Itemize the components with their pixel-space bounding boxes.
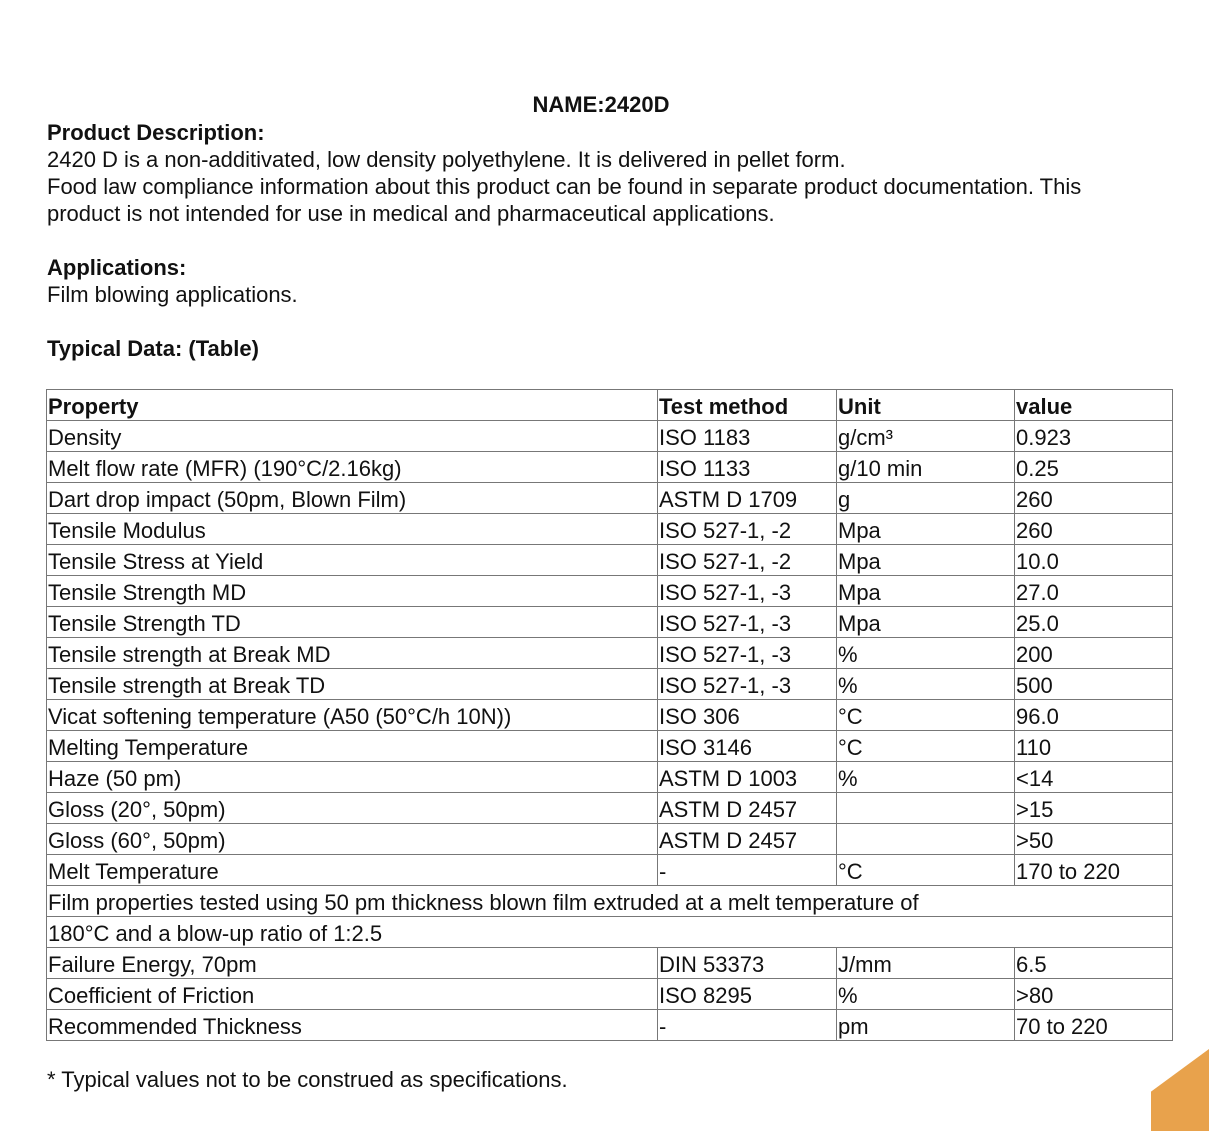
- cell-unit: pm: [837, 1010, 1015, 1041]
- table-row: [47, 421, 1173, 452]
- column-header-value: value: [1015, 390, 1173, 421]
- table-header-row: [47, 390, 1173, 421]
- product-description-line: 2420 D is a non-additivated, low density polyethylene. It is delivered in pellet form.: [47, 147, 846, 172]
- table-row: [47, 669, 1173, 700]
- product-description-line: product is not intended for use in medical and pharmaceutical applications.: [47, 201, 775, 226]
- cell-value: <14: [1015, 762, 1173, 793]
- table-row: [47, 762, 1173, 793]
- cell-value: 260: [1015, 514, 1173, 545]
- cell-test-method: ISO 527-1, -3: [658, 638, 837, 669]
- cell-unit: Mpa: [837, 514, 1015, 545]
- cell-value: >15: [1015, 793, 1173, 824]
- cell-property: Haze (50 pm): [47, 762, 658, 793]
- cell-value: >80: [1015, 979, 1173, 1010]
- table-row: [47, 700, 1173, 731]
- cell-unit: %: [837, 979, 1015, 1010]
- cell-test-method: ISO 527-1, -3: [658, 576, 837, 607]
- cell-property: Density: [47, 421, 658, 452]
- cell-unit: %: [837, 638, 1015, 669]
- cell-property: Melt Temperature: [47, 855, 658, 886]
- cell-value: 6.5: [1015, 948, 1173, 979]
- cell-unit: °C: [837, 700, 1015, 731]
- cell-value: 170 to 220: [1015, 855, 1173, 886]
- cell-test-method: ISO 527-1, -3: [658, 669, 837, 700]
- cell-test-method: ISO 527-1, -2: [658, 514, 837, 545]
- cell-property: Tensile strength at Break MD: [47, 638, 658, 669]
- cell-test-method: ISO 1183: [658, 421, 837, 452]
- cell-property: Tensile strength at Break TD: [47, 669, 658, 700]
- cell-test-method: ASTM D 2457: [658, 824, 837, 855]
- typical-data-table: [46, 389, 1173, 1041]
- cell-property: Recommended Thickness: [47, 1010, 658, 1041]
- cell-property: Gloss (20°, 50pm): [47, 793, 658, 824]
- applications-heading: Applications:: [47, 255, 187, 280]
- cell-unit: Mpa: [837, 545, 1015, 576]
- cell-test-method: ISO 3146: [658, 731, 837, 762]
- table-row: [47, 979, 1173, 1010]
- cell-test-method: DIN 53373: [658, 948, 837, 979]
- cell-value: 0.923: [1015, 421, 1173, 452]
- product-description-text: [47, 146, 1177, 227]
- cell-test-method: ISO 306: [658, 700, 837, 731]
- cell-value: >50: [1015, 824, 1173, 855]
- cell-property: Tensile Stress at Yield: [47, 545, 658, 576]
- table-row: [47, 576, 1173, 607]
- product-description-heading: Product Description:: [47, 120, 265, 145]
- table-row: [47, 731, 1173, 762]
- cell-unit: %: [837, 669, 1015, 700]
- cell-value: 96.0: [1015, 700, 1173, 731]
- cell-value: 110: [1015, 731, 1173, 762]
- table-body: [47, 390, 1173, 1041]
- cell-unit: Mpa: [837, 576, 1015, 607]
- cell-test-method: ASTM D 1003: [658, 762, 837, 793]
- table-row: [47, 793, 1173, 824]
- corner-accent-decoration: [1151, 1049, 1209, 1131]
- cell-unit: %: [837, 762, 1015, 793]
- cell-value: 0.25: [1015, 452, 1173, 483]
- cell-value: 27.0: [1015, 576, 1173, 607]
- table-row: [47, 948, 1173, 979]
- cell-unit: °C: [837, 855, 1015, 886]
- cell-property: Gloss (60°, 50pm): [47, 824, 658, 855]
- cell-test-method: -: [658, 855, 837, 886]
- cell-unit: J/mm: [837, 948, 1015, 979]
- cell-unit: [837, 793, 1015, 824]
- cell-test-method: ASTM D 2457: [658, 793, 837, 824]
- table-row: [47, 1010, 1173, 1041]
- footnote: * Typical values not to be construed as specifications.: [47, 1067, 568, 1092]
- cell-test-method: ISO 527-1, -2: [658, 545, 837, 576]
- table-row: [47, 452, 1173, 483]
- cell-property: Tensile Strength MD: [47, 576, 658, 607]
- cell-value: 500: [1015, 669, 1173, 700]
- column-header-property: Property: [47, 390, 658, 421]
- cell-unit: g: [837, 483, 1015, 514]
- document-title: NAME:2420D: [532, 92, 670, 117]
- table-row: [47, 824, 1173, 855]
- cell-property: Vicat softening temperature (A50 (50°C/h 10N)): [47, 700, 658, 731]
- table-row: [47, 855, 1173, 886]
- cell-unit: °C: [837, 731, 1015, 762]
- cell-unit: [837, 824, 1015, 855]
- table-row: [47, 638, 1173, 669]
- cell-property: Tensile Modulus: [47, 514, 658, 545]
- cell-unit: g/cm³: [837, 421, 1015, 452]
- table-row: [47, 514, 1173, 545]
- cell-property: Coefficient of Friction: [47, 979, 658, 1010]
- table-row: [47, 483, 1173, 514]
- cell-unit: g/10 min: [837, 452, 1015, 483]
- cell-property: Tensile Strength TD: [47, 607, 658, 638]
- cell-value: 260: [1015, 483, 1173, 514]
- cell-value: 70 to 220: [1015, 1010, 1173, 1041]
- product-description-line: Food law compliance information about this product can be found in separate product documentation. This: [47, 174, 1082, 199]
- column-header-test-method: Test method: [658, 390, 837, 421]
- typical-data-heading: Typical Data: (Table): [47, 336, 259, 361]
- cell-value: 10.0: [1015, 545, 1173, 576]
- cell-test-method: ISO 1133: [658, 452, 837, 483]
- column-header-unit: Unit: [837, 390, 1015, 421]
- table-row: [47, 607, 1173, 638]
- applications-text: Film blowing applications.: [47, 282, 298, 307]
- cell-unit: Mpa: [837, 607, 1015, 638]
- cell-property: Melt flow rate (MFR) (190°C/2.16kg): [47, 452, 658, 483]
- cell-property: Melting Temperature: [47, 731, 658, 762]
- cell-value: 25.0: [1015, 607, 1173, 638]
- film-properties-note: Film properties tested using 50 pm thickness blown film extruded at a melt temperature of: [47, 886, 1173, 917]
- cell-property: Failure Energy, 70pm: [47, 948, 658, 979]
- film-properties-note: 180°C and a blow-up ratio of 1:2.5: [47, 917, 1173, 948]
- cell-test-method: -: [658, 1010, 837, 1041]
- table-note-row: [47, 917, 1173, 948]
- cell-test-method: ISO 527-1, -3: [658, 607, 837, 638]
- cell-test-method: ISO 8295: [658, 979, 837, 1010]
- cell-value: 200: [1015, 638, 1173, 669]
- cell-property: Dart drop impact (50pm, Blown Film): [47, 483, 658, 514]
- table-row: [47, 545, 1173, 576]
- cell-test-method: ASTM D 1709: [658, 483, 837, 514]
- table-note-row: [47, 886, 1173, 917]
